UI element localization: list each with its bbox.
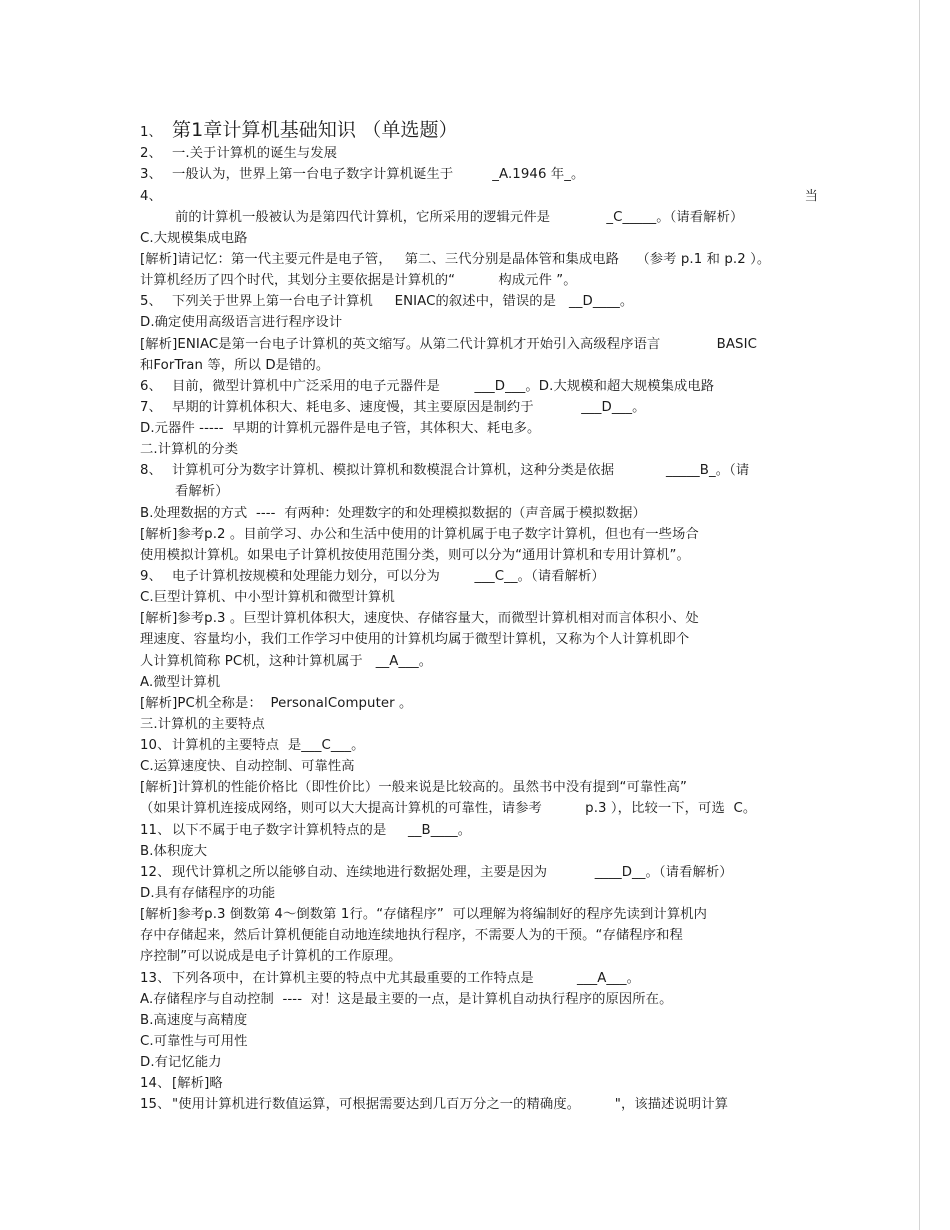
question-line: 5、 下列关于世界上第一台电子计算机 ENIAC的叙述中，错误的是 __D____。 xyxy=(140,294,634,309)
question-line: 4、 xyxy=(140,189,162,204)
explanation-line: [解析]参考p.3 倒数第 4～倒数第 1行。“存储程序” 可以理解为将编制好的程序先读到计算机内 xyxy=(140,907,708,922)
explanation-line: 存中存储起来，然后计算机便能自动地连续地执行程序，不需要人为的干预。“存储程序和程 xyxy=(140,928,683,943)
question-line: 10、计算机的主要特点 是___C___。 xyxy=(140,738,365,753)
answer-option: B.高速度与高精度 xyxy=(140,1013,248,1028)
answer-line: A.微型计算机 xyxy=(140,675,221,690)
question-line-tail: 当 xyxy=(804,189,818,204)
section-heading: 三.计算机的主要特点 xyxy=(140,717,265,732)
explanation-line: 人计算机简称 PC机，这种计算机属于 __A___。 xyxy=(140,654,433,669)
answer-line: B.处理数据的方式 ---- 有两种：处理数字的和处理模拟数据的（声音属于模拟数据） xyxy=(140,506,646,521)
explanation-line: [解析]计算机的性能价格比（即性价比）一般来说是比较高的。虽然书中没有提到“可靠性高” xyxy=(140,780,688,795)
answer-line: C.运算速度快、自动控制、可靠性高 xyxy=(140,759,355,774)
question-line: 9、 电子计算机按规模和处理能力划分，可以分为 ___C__。（请看解析） xyxy=(140,569,605,584)
question-line: 15、"使用计算机进行数值运算，可根据需要达到几百万分之一的精确度。 "，该描述说明计算 xyxy=(140,1097,729,1112)
answer-option: A.存储程序与自动控制 ---- 对！这是最主要的一点，是计算机自动执行程序的原因所在。 xyxy=(140,992,673,1007)
question-line: 12、现代计算机之所以能够自动、连续地进行数据处理，主要是因为 ____D__。（请看解析） xyxy=(140,865,733,880)
explanation-line: [解析]请记忆：第一代主要元件是电子管， 第二、三代分别是晶体管和集成电路 （参考 p.1 和 p.2 ）。 xyxy=(140,252,771,267)
explanation-line: 和ForTran 等，所以 D是错的。 xyxy=(140,358,330,373)
answer-line: C.巨型计算机、中小型计算机和微型计算机 xyxy=(140,590,395,605)
question-line: 3、 一般认为，世界上第一台电子数字计算机诞生于 _A.1946 年_。 xyxy=(140,167,585,182)
answer-line: D.确定使用高级语言进行程序设计 xyxy=(140,315,343,330)
explanation-line: 计算机经历了四个时代，其划分主要依据是计算机的“ 构成元件 ”。 xyxy=(140,273,577,288)
question-continuation: 前的计算机一般被认为是第四代计算机，它所采用的逻辑元件是 _C_____。（请看解析） xyxy=(175,210,744,225)
explanation-line: [解析]PC机全称是： PersonalComputer 。 xyxy=(140,696,413,711)
question-line: 11、以下不属于电子数字计算机特点的是 __B____。 xyxy=(140,823,472,838)
answer-option: D.有记忆能力 xyxy=(140,1055,222,1070)
page-edge xyxy=(919,0,920,1230)
answer-line: D.元器件 ----- 早期的计算机元器件是电子管，其体积大、耗电多。 xyxy=(140,421,541,436)
question-continuation: 看解析） xyxy=(175,484,229,499)
explanation-line: [解析]参考p.2 。目前学习、办公和生活中使用的计算机属于电子数字计算机，但也有一些场合 xyxy=(140,527,699,542)
chapter-title: 1、 第1章计算机基础知识 （单选题） xyxy=(140,119,458,141)
question-line: 14、[解析]略 xyxy=(140,1076,223,1091)
answer-option: C.可靠性与可用性 xyxy=(140,1034,248,1049)
section-heading: 二.计算机的分类 xyxy=(140,442,239,457)
answer-line: C.大规模集成电路 xyxy=(140,231,248,246)
explanation-line: [解析]ENIAC是第一台电子计算机的英文缩写。从第二代计算机才开始引入高级程序语言 BASIC xyxy=(140,337,757,352)
explanation-line: （如果计算机连接成网络，则可以大大提高计算机的可靠性，请参考 p.3 ），比较一下，可选 C。 xyxy=(140,801,757,816)
answer-line: B.体积庞大 xyxy=(140,844,208,859)
section-heading: 2、 一.关于计算机的诞生与发展 xyxy=(140,146,338,161)
question-line: 7、 早期的计算机体积大、耗电多、速度慢，其主要原因是制约于 ___D___。 xyxy=(140,400,646,415)
answer-line: D.具有存储程序的功能 xyxy=(140,886,276,901)
explanation-line: 理速度、容量均小，我们工作学习中使用的计算机均属于微型计算机，又称为个人计算机即个 xyxy=(140,632,690,647)
explanation-line: 序控制”可以说成是电子计算机的工作原理。 xyxy=(140,949,402,964)
explanation-line: 使用模拟计算机。如果电子计算机按使用范围分类，则可以分为“通用计算机和专用计算机”。 xyxy=(140,548,690,563)
question-line: 13、下列各项中，在计算机主要的特点中尤其最重要的工作特点是 ___A___。 xyxy=(140,971,641,986)
question-line: 8、 计算机可分为数字计算机、模拟计算机和数模混合计算机，这种分类是依据 _____B_。（请 xyxy=(140,463,750,478)
question-line: 6、 目前，微型计算机中广泛采用的电子元器件是 ___D___。D.大规模和超大规模集成电路 xyxy=(140,379,715,394)
explanation-line: [解析]参考p.3 。巨型计算机体积大，速度快、存储容量大，而微型计算机相对而言体积小、处 xyxy=(140,611,699,626)
